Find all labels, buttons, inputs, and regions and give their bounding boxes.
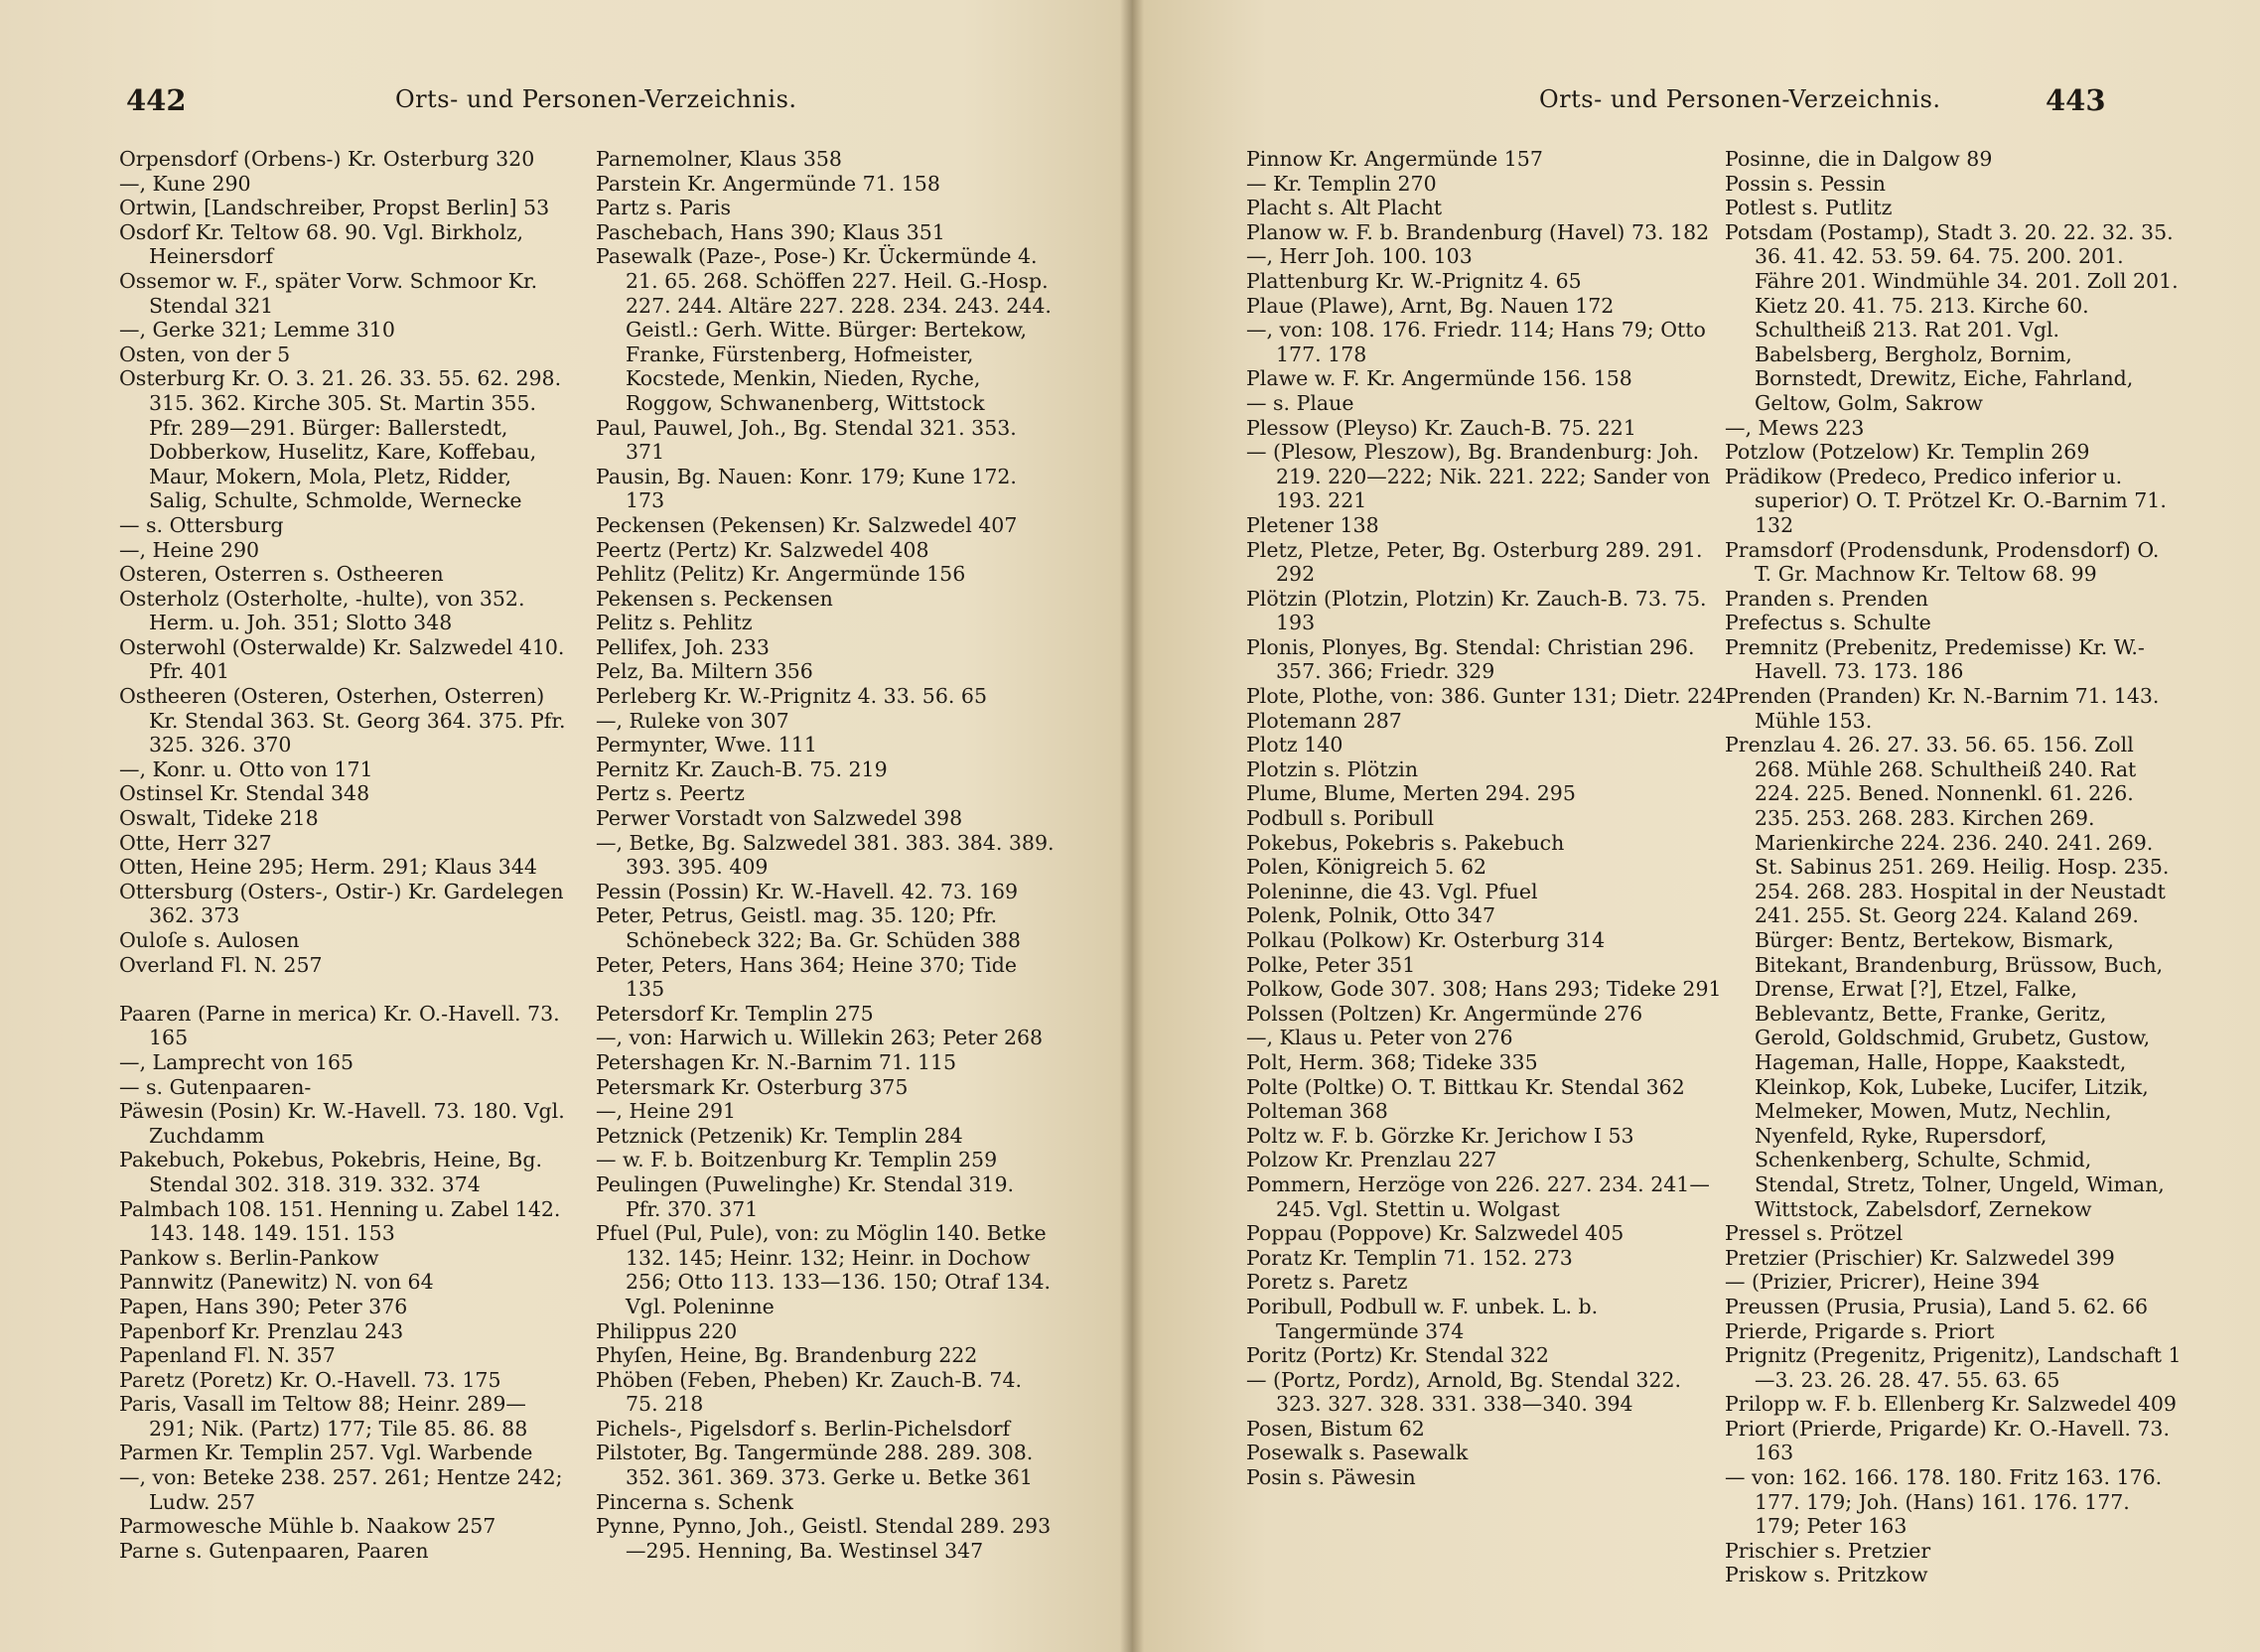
index-entry: Plotzin s. Plötzin (1246, 757, 1419, 781)
index-entry: Placht s. Alt Placht (1246, 196, 1443, 220)
index-entry: — Kr. Templin 270 (1246, 171, 1437, 196)
index-entry: —, Lamprecht von 165 (119, 1049, 354, 1074)
index-entry: Parnemolner, Klaus 358 (596, 147, 842, 171)
index-entry: Peertz (Pertz) Kr. Salzwedel 408 (596, 537, 929, 562)
index-entry: Pichels-, Pigelsdorf s. Berlin-Pichelsdorf (596, 1416, 1011, 1441)
index-entry: Palmbach 108. 151. Henning u. Zabel 142. 143. 148. 149. 151. 153 (119, 1196, 561, 1246)
running-head: Orts- und Personen-Verzeichnis. (1539, 85, 1941, 113)
index-entry: Ostheeren (Osteren, Osterhen, Osterren) Kr. Stendal 363. St. Georg 364. 375. Pfr. 325. 326. 370 (119, 684, 566, 757)
index-entry: Parmen Kr. Templin 257. Vgl. Warbende (119, 1441, 533, 1465)
index-entry: Plessow (Pleyso) Kr. Zauch-B. 75. 221 (1246, 415, 1636, 440)
index-entry: Pellifex, Joh. 233 (596, 634, 770, 659)
index-entry: — s. Plaue (1246, 390, 1354, 415)
index-entry: Plume, Blume, Merten 294. 295 (1246, 781, 1576, 806)
index-entry: Papenland Fl. N. 357 (119, 1343, 336, 1368)
index-entry: Polke, Peter 351 (1246, 952, 1416, 977)
index-entry: Ortwin, [Landschreiber, Propst Berlin] 53 (119, 196, 550, 220)
index-entry: Prenden (Pranden) Kr. N.-Barnim 71. 143. Mühle 153. (1725, 684, 2160, 733)
index-entry: Petershagen Kr. N.-Barnim 71. 115 (596, 1049, 957, 1074)
index-column (119, 147, 571, 1563)
section-gap (119, 977, 571, 1002)
index-entry: Pekensen s. Peckensen (596, 586, 833, 611)
index-entry: Priort (Prierde, Prigarde) Kr. O.-Havell. 73. 163 (1725, 1416, 2170, 1465)
index-entry: Partz s. Paris (596, 196, 731, 220)
index-entry: Prädikow (Predeco, Predico inferior u. superior) O. T. Prötzel Kr. O.-Barnim 71. 132 (1725, 464, 2167, 537)
index-entry: Paaren (Parne in merica) Kr. O.-Havell. 73. 165 (119, 1001, 560, 1050)
index-entry: Plotz 140 (1246, 733, 1343, 757)
index-entry: Posinne, die in Dalgow 89 (1725, 147, 1993, 171)
index-entry: Orpensdorf (Orbens-) Kr. Osterburg 320 (119, 147, 535, 171)
index-entry: Pincerna s. Schenk (596, 1489, 793, 1514)
index-entry: Päwesin (Posin) Kr. W.-Havell. 73. 180. Vgl. Zuchdamm (119, 1099, 565, 1148)
index-entry: Papenborf Kr. Prenzlau 243 (119, 1318, 404, 1343)
index-entry: —, Heine 290 (119, 537, 260, 562)
index-entry: Pannwitz (Panewitz) N. von 64 (119, 1270, 434, 1295)
index-entry: —, Mews 223 (1725, 415, 1865, 440)
index-entry: Plaue (Plawe), Arnt, Bg. Nauen 172 (1246, 293, 1615, 318)
index-entry: —, Herr Joh. 100. 103 (1246, 244, 1473, 269)
index-entry: Potzlow (Potzelow) Kr. Templin 269 (1725, 440, 2090, 465)
index-entry: Potsdam (Postamp), Stadt 3. 20. 22. 32. 35. 36. 41. 42. 53. 59. 64. 75. 200. 201. Fähre 201. Windmühle 34. 201. Zoll 201. Kietz 20. 41. 75. 213. Kirche 60. Schultheiß 213. Rat 201. Vgl. Babelsberg, Bergholz, Bornim, Bornstedt, Drewitz, Eiche, Fahrland, Geltow, Golm, Sakrow (1725, 219, 2179, 415)
index-entry: Polte (Poltke) O. T. Bittkau Kr. Stendal 362 (1246, 1074, 1685, 1099)
right-page (1132, 0, 2260, 1652)
running-head: Orts- und Personen-Verzeichnis. (395, 85, 797, 113)
index-entry: — (Prizier, Pricrer), Heine 394 (1725, 1270, 2041, 1295)
index-entry: Podbull s. Poribull (1246, 806, 1435, 831)
index-entry: —, Ruleke von 307 (596, 708, 789, 733)
index-entry: Parstein Kr. Angermünde 71. 158 (596, 171, 940, 196)
index-entry: Plote, Plothe, von: 386. Gunter 131; Dietr. 224 (1246, 684, 1727, 709)
index-entry: Polkau (Polkow) Kr. Osterburg 314 (1246, 928, 1606, 952)
index-entry: Polkow, Gode 307. 308; Hans 293; Tideke 291 (1246, 977, 1722, 1002)
index-entry: Polteman 368 (1246, 1099, 1388, 1124)
index-entry: Phyſen, Heine, Bg. Brandenburg 222 (596, 1343, 978, 1368)
index-entry: Peter, Petrus, Geistl. mag. 35. 120; Pfr. Schönebeck 322; Ba. Gr. Schüden 388 (596, 903, 1021, 952)
index-entry: Plonis, Plonyes, Bg. Stendal: Christian 296. 357. 366; Friedr. 329 (1246, 634, 1695, 684)
index-entry: Osterholz (Osterholte, -hulte), von 352. Herm. u. Joh. 351; Slotto 348 (119, 586, 525, 635)
index-entry: Polenk, Polnik, Otto 347 (1246, 903, 1495, 928)
index-entry: — s. Ottersburg (119, 512, 284, 537)
index-entry: Planow w. F. b. Brandenburg (Havel) 73. 182 (1246, 219, 1710, 244)
index-entry: Ottersburg (Osters-, Ostir-) Kr. Gardelegen 362. 373 (119, 879, 564, 928)
index-entry: Posen, Bistum 62 (1246, 1416, 1425, 1441)
index-entry: Paris, Vasall im Teltow 88; Heinr. 289—291; Nik. (Partz) 177; Tile 85. 86. 88 (119, 1392, 528, 1441)
index-entry: Papen, Hans 390; Peter 376 (119, 1294, 408, 1318)
index-entry: Potlest s. Putlitz (1725, 196, 1893, 220)
index-entry: Prenzlau 4. 26. 27. 33. 56. 65. 156. Zoll 268. Mühle 268. Schultheiß 240. Rat 224. 225. Bened. Nonnenkl. 61. 226. 235. 253. 268. 283. Kirchen 269. Marienkirche 224. 236. 240. 241. 269. St. Sabinus 251. 269. Heilig. Hosp. 235. 254. 268. 283. Hospital in der Neustadt 241. 255. St. Georg 224. Kaland 269. Bürger: Bentz, Bertekow, Bismark, Bitekant, Brandenburg, Brüssow, Buch, Drense, Erwat [?], Etzel, Falke, Beblevantz, Bette, Franke, Geritz, Gerold, Goldschmid, Grubetz, Gustow, Hageman, Halle, Hoppe, Kaakstedt, Kleinkop, Kok, Lubeke, Lucifer, Litzik, Melmeker, Mowen, Mutz, Nechlin, Nyenfeld, Ryke, Rupersdorf, Schenkenberg, Schulte, Schmid, Stendal, Stretz, Tolner, Ungeld, Wiman, Wittstock, Zabelsdorf, Zernekow (1725, 733, 2170, 1221)
index-entry: Pfuel (Pul, Pule), von: zu Möglin 140. Betke 132. 145; Heinr. 132; Heinr. in Dochow 256; Otto 113. 133—136. 150; Otraf 134. Vgl. Poleninne (596, 1221, 1052, 1318)
index-entry: Philippus 220 (596, 1318, 738, 1343)
index-entry: Pokebus, Pokebris s. Pakebuch (1246, 830, 1565, 855)
index-entry: Oswalt, Tideke 218 (119, 806, 319, 831)
index-entry: Priskow s. Pritzkow (1725, 1563, 1928, 1587)
index-entry: Pynne, Pynno, Joh., Geistl. Stendal 289. 293—295. Henning, Ba. Westinsel 347 (596, 1514, 1052, 1563)
index-entry: Perleberg Kr. W.-Prignitz 4. 33. 56. 65 (596, 684, 987, 709)
index-entry: Pranden s. Prenden (1725, 586, 1928, 611)
index-entry: Polen, Königreich 5. 62 (1246, 855, 1487, 880)
index-entry: Paul, Pauwel, Joh., Bg. Stendal 321. 353. 371 (596, 415, 1017, 465)
index-entry: Prierde, Prigarde s. Priort (1725, 1318, 1995, 1343)
index-entry: Pausin, Bg. Nauen: Konr. 179; Kune 172. 173 (596, 464, 1017, 513)
index-entry: Pinnow Kr. Angermünde 157 (1246, 147, 1543, 171)
index-entry: Phöben (Feben, Pheben) Kr. Zauch-B. 74. 75. 218 (596, 1367, 1023, 1417)
index-entry: Osdorf Kr. Teltow 68. 90. Vgl. Birkholz, Heinersdorf (119, 219, 524, 269)
index-entry: Pertz s. Peertz (596, 781, 745, 806)
index-entry: Prischier s. Pretzier (1725, 1538, 1931, 1563)
index-entry: Osteren, Osterren s. Ostheeren (119, 562, 444, 587)
index-entry: Polzow Kr. Prenzlau 227 (1246, 1148, 1497, 1172)
index-entry: —, Betke, Bg. Salzwedel 381. 383. 384. 389. 393. 395. 409 (596, 830, 1055, 880)
index-entry: — (Portz, Pordz), Arnold, Bg. Stendal 322. 323. 327. 328. 331. 338—340. 394 (1246, 1367, 1682, 1417)
index-entry: Plattenburg Kr. W.-Prignitz 4. 65 (1246, 268, 1582, 293)
index-entry: Petersdorf Kr. Templin 275 (596, 1001, 874, 1026)
index-entry: Prefectus s. Schulte (1725, 611, 1931, 635)
index-entry: Plawe w. F. Kr. Angermünde 156. 158 (1246, 366, 1632, 391)
index-entry: Plötzin (Plotzin, Plotzin) Kr. Zauch-B. 73. 75. 193 (1246, 586, 1707, 635)
index-entry: Pernitz Kr. Zauch-B. 75. 219 (596, 757, 888, 781)
index-entry: Ouloſe s. Aulosen (119, 928, 300, 952)
index-entry: — von: 162. 166. 178. 180. Fritz 163. 176. 177. 179; Joh. (Hans) 161. 176. 177. 179; Peter 163 (1725, 1465, 2163, 1539)
book-gutter (1120, 0, 1144, 1652)
index-entry: Pankow s. Berlin-Pankow (119, 1245, 379, 1270)
index-entry: Pommern, Herzöge von 226. 227. 234. 241—245. Vgl. Stettin u. Wolgast (1246, 1171, 1710, 1221)
index-entry: Pasewalk (Paze-, Pose-) Kr. Ückermünde 4. 21. 65. 268. Schöffen 227. Heil. G.-Hosp. 227. 244. Altäre 227. 228. 234. 243. 244. Geistl.: Gerh. Witte. Bürger: Bertekow, Franke, Fürstenberg, Hofmeister, Kocstede, Menkin, Nieden, Ryche, Roggow, Schwanenberg, Wittstock (596, 244, 1052, 415)
index-entry: —, Heine 291 (596, 1099, 737, 1124)
index-entry: Premnitz (Prebenitz, Predemisse) Kr. W.-Havell. 73. 173. 186 (1725, 634, 2145, 684)
index-entry: Poltz w. F. b. Görzke Kr. Jerichow I 53 (1246, 1123, 1634, 1148)
index-entry: — s. Gutenpaaren- (119, 1074, 312, 1099)
index-entry: —, Klaus u. Peter von 276 (1246, 1026, 1513, 1050)
index-entry: Parmowesche Mühle b. Naakow 257 (119, 1514, 496, 1539)
page-number: 442 (126, 83, 187, 117)
index-entry: Prilopp w. F. b. Ellenberg Kr. Salzwedel 409 (1725, 1392, 2177, 1417)
index-entry: —, von: Harwich u. Willekin 263; Peter 268 (596, 1026, 1044, 1050)
index-entry: Prignitz (Pregenitz, Prigenitz), Landschaft 1—3. 23. 26. 28. 47. 55. 63. 65 (1725, 1343, 2182, 1392)
index-entry: Pletener 138 (1246, 512, 1379, 537)
index-entry: Posewalk s. Pasewalk (1246, 1441, 1469, 1465)
index-entry: Osterburg Kr. O. 3. 21. 26. 33. 55. 62. 298. 315. 362. Kirche 305. St. Martin 355. Pfr. 289—291. Bürger: Ballerstedt, Dobberkow, Huselitz, Kare, Koffebau, Maur, Mokern, Mola, Pletz, Ridder, Salig, Schulte, Schmolde, Wernecke (119, 366, 562, 513)
index-entry: Polt, Herm. 368; Tideke 335 (1246, 1049, 1538, 1074)
index-column (1246, 147, 1728, 1490)
index-entry: Otten, Heine 295; Herm. 291; Klaus 344 (119, 855, 537, 880)
index-entry: Plotemann 287 (1246, 708, 1402, 733)
index-entry: Possin s. Pessin (1725, 171, 1886, 196)
index-entry: Parne s. Gutenpaaren, Paaren (119, 1538, 429, 1563)
index-entry: Poribull, Podbull w. F. unbek. L. b. Tangermünde 374 (1246, 1294, 1599, 1343)
index-entry: —, Konr. u. Otto von 171 (119, 757, 373, 781)
index-entry: Pakebuch, Pokebus, Pokebris, Heine, Bg. Stendal 302. 318. 319. 332. 374 (119, 1148, 542, 1196)
index-entry: Ostinsel Kr. Stendal 348 (119, 781, 370, 806)
index-entry: Peter, Peters, Hans 364; Heine 370; Tide 135 (596, 952, 1018, 1002)
index-entry: Paschebach, Hans 390; Klaus 351 (596, 219, 945, 244)
index-entry: Perwer Vorstadt von Salzwedel 398 (596, 806, 963, 831)
index-entry: Pelitz s. Pehlitz (596, 611, 753, 635)
index-entry: Posin s. Päwesin (1246, 1465, 1416, 1490)
index-entry: Pilstoter, Bg. Tangermünde 288. 289. 308. 352. 361. 369. 373. Gerke u. Betke 361 (596, 1441, 1034, 1490)
index-entry: Osten, von der 5 (119, 342, 291, 366)
index-entry: — w. F. b. Boitzenburg Kr. Templin 259 (596, 1148, 998, 1172)
index-entry: Polssen (Poltzen) Kr. Angermünde 276 (1246, 1001, 1643, 1026)
index-entry: Overland Fl. N. 257 (119, 952, 323, 977)
index-entry: —, von: Beteke 238. 257. 261; Hentze 242; Ludw. 257 (119, 1465, 563, 1514)
index-entry: —, von: 108. 176. Friedr. 114; Hans 79; Otto 177. 178 (1246, 318, 1706, 366)
index-entry: Pressel s. Prötzel (1725, 1221, 1904, 1246)
index-entry: Poppau (Poppove) Kr. Salzwedel 405 (1246, 1221, 1624, 1246)
index-column (1725, 147, 2182, 1587)
index-column (596, 147, 1055, 1563)
index-entry: Poretz s. Paretz (1246, 1270, 1408, 1295)
index-entry: Permynter, Wwe. 111 (596, 733, 817, 757)
index-entry: Pessin (Possin) Kr. W.-Havell. 42. 73. 169 (596, 879, 1019, 903)
index-entry: Poratz Kr. Templin 71. 152. 273 (1246, 1245, 1573, 1270)
index-entry: Petersmark Kr. Osterburg 375 (596, 1074, 909, 1099)
page-number: 443 (2046, 83, 2106, 117)
index-entry: —, Kune 290 (119, 171, 251, 196)
index-entry: Preussen (Prusia, Prusia), Land 5. 62. 66 (1725, 1294, 2149, 1318)
index-entry: Otte, Herr 327 (119, 830, 272, 855)
index-entry: —, Gerke 321; Lemme 310 (119, 318, 395, 343)
index-entry: Pletz, Pletze, Peter, Bg. Osterburg 289. 291. 292 (1246, 537, 1703, 587)
index-entry: Pehlitz (Pelitz) Kr. Angermünde 156 (596, 562, 966, 587)
index-entry: — (Plesow, Pleszow), Bg. Brandenburg: Joh. 219. 220—222; Nik. 221. 222; Sander von 193. 221 (1246, 440, 1711, 513)
index-entry: Paretz (Poretz) Kr. O.-Havell. 73. 175 (119, 1367, 501, 1392)
index-entry: Peckensen (Pekensen) Kr. Salzwedel 407 (596, 512, 1018, 537)
index-entry: Osterwohl (Osterwalde) Kr. Salzwedel 410. Pfr. 401 (119, 634, 565, 684)
index-entry: Poleninne, die 43. Vgl. Pfuel (1246, 879, 1538, 903)
index-entry: Pramsdorf (Prodensdunk, Prodensdorf) O. T. Gr. Machnow Kr. Teltow 68. 99 (1725, 537, 2160, 587)
index-entry: Poritz (Portz) Kr. Stendal 322 (1246, 1343, 1549, 1368)
index-entry: Pretzier (Prischier) Kr. Salzwedel 399 (1725, 1245, 2115, 1270)
index-entry: Petznick (Petzenik) Kr. Templin 284 (596, 1123, 963, 1148)
index-entry: Pelz, Ba. Miltern 356 (596, 659, 813, 684)
index-entry: Peulingen (Puwelinghe) Kr. Stendal 319. Pfr. 370. 371 (596, 1171, 1015, 1221)
index-entry: Ossemor w. F., später Vorw. Schmoor Kr. Stendal 321 (119, 268, 538, 318)
